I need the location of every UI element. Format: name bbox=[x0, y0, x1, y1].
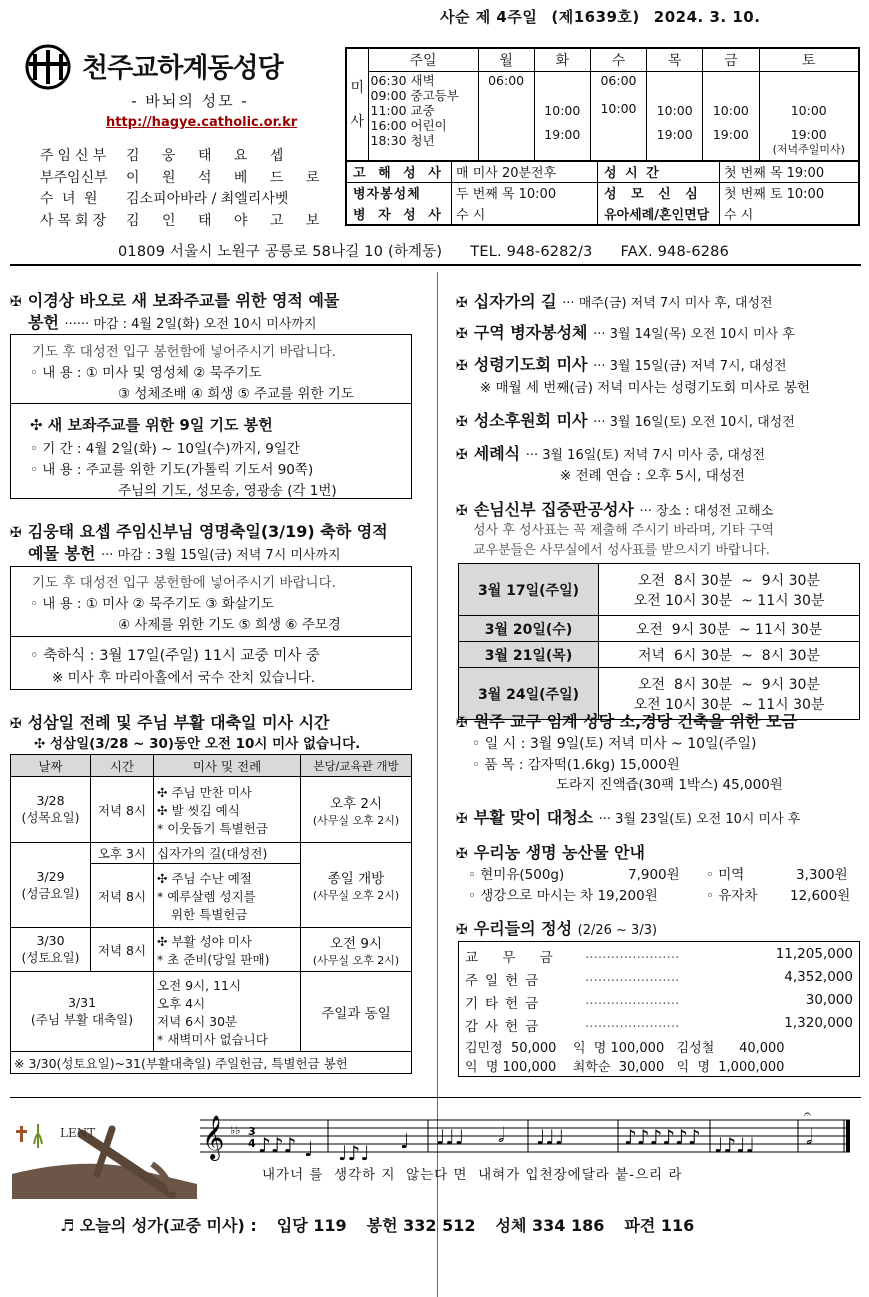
table-row bbox=[11, 777, 412, 843]
section-desc: ··· 3월 23일(토) 오전 10시 미사 후 bbox=[598, 812, 801, 827]
section-title: 이경상 바오로 새 보좌주교를 위한 영적 예물 bbox=[27, 291, 340, 310]
time: 오전 10시 30분 ~ 11시 30분 bbox=[633, 696, 825, 713]
feast-offering-title2 bbox=[28, 541, 341, 564]
table-row bbox=[11, 972, 412, 1052]
mass-schedule-table bbox=[345, 47, 860, 162]
mass-time: 06:00 bbox=[600, 73, 637, 88]
info-value: 첫 번째 토 10:00 bbox=[724, 187, 825, 203]
thu-mass-times bbox=[647, 72, 703, 162]
cross-icon: ✠ bbox=[10, 716, 22, 732]
day-header: 금 bbox=[703, 48, 759, 72]
mass-time: 11:00 교중 bbox=[370, 103, 435, 118]
church-url-link[interactable]: http://hagye.catholic.or.kr bbox=[106, 115, 298, 130]
cross-icon: ✠ bbox=[456, 503, 468, 519]
church-logo-icon bbox=[24, 44, 72, 90]
section-title: 손님신부 집중판공성사 bbox=[473, 500, 634, 519]
svg-text:♩♩♩: ♩♩♩ bbox=[436, 1125, 465, 1149]
section-title: 우리농 생명 농산물 안내 bbox=[473, 843, 646, 862]
svg-text:3: 3 bbox=[248, 1125, 256, 1138]
section-title: 성삼일 전례 및 주님 부활 대축일 미사 시간 bbox=[27, 713, 330, 732]
fri-mass-times bbox=[703, 72, 759, 162]
content-line: 교우분들은 사무실에서 성사표를 받으시기 바랍니다. bbox=[473, 543, 770, 558]
open-time: 종일 개방 bbox=[327, 871, 385, 887]
time-cell: 오전 9시 30분 ~ 11시 30분 bbox=[599, 616, 860, 642]
fundraising-section bbox=[456, 709, 797, 732]
section-title: 우리들의 정성 bbox=[473, 919, 573, 938]
time-cell: 저녁 8시 bbox=[91, 864, 154, 928]
content-line: 성사 후 성사표는 꼭 제출해 주시기 바라며, 기타 구역 bbox=[473, 523, 774, 538]
svg-text:♪♪♪♪♪♪: ♪♪♪♪♪♪ bbox=[624, 1125, 701, 1149]
date-cell: 3월 17일(주일) bbox=[459, 564, 599, 616]
svg-text:♪♪♪: ♪♪♪ bbox=[258, 1133, 297, 1157]
section-desc: ··· 장소 : 대성전 고해소 bbox=[639, 504, 774, 519]
col-header: 시간 bbox=[91, 755, 154, 777]
content-line: ※ 미사 후 마리아홀에서 국수 잔치 있습니다. bbox=[52, 670, 316, 686]
address-line bbox=[118, 240, 757, 261]
cross-icon: ✠ bbox=[10, 294, 22, 310]
date: 3/30 bbox=[36, 933, 65, 948]
deadline: ······ 마감 : 4월 2일(화) 오전 10시 미사까지 bbox=[64, 317, 317, 332]
triduum-title bbox=[10, 710, 329, 733]
staff-name: 이 원 석 베 드 로 bbox=[126, 169, 329, 186]
svg-text:♩♩♩: ♩♩♩ bbox=[536, 1125, 565, 1149]
date-cell: 3월 24일(주일) bbox=[459, 668, 599, 720]
open-time: 오후 2시 bbox=[329, 795, 382, 812]
offering-value: 1,320,000 bbox=[784, 1015, 853, 1031]
liturgy: 저녁 6시 30분 bbox=[157, 1013, 238, 1029]
today-hymns bbox=[60, 1213, 714, 1236]
open-cell: 주일과 동일 bbox=[301, 972, 412, 1052]
liturgy: * 이웃돕기 특별헌금 bbox=[157, 820, 268, 836]
table-row bbox=[11, 843, 412, 864]
phone: TEL. 948-6282/3 bbox=[470, 244, 593, 260]
mass-time: (저녁주일미사) bbox=[772, 143, 845, 156]
offering-label: 교 무 금 bbox=[465, 950, 563, 966]
mass-time: 10:00 bbox=[544, 103, 581, 118]
mass-time: 06:30 새벽 bbox=[370, 73, 435, 88]
staff-name: 김 인 태 야 고 보 bbox=[126, 212, 329, 229]
price: 12,600원 bbox=[790, 888, 851, 904]
col-header: 본당/교육관 개방 bbox=[301, 755, 412, 777]
donor-line: 익 명 100,000 최학순 30,000 익 명 1,000,000 bbox=[465, 1060, 785, 1075]
office-time: (사무실 오후 2시) bbox=[312, 813, 400, 827]
liturgy: 위한 특별헌금 bbox=[171, 906, 248, 922]
time-cell: 오후 3시 bbox=[91, 843, 154, 864]
day-header: 목 bbox=[647, 48, 703, 72]
issue-date: 2024. 3. 10. bbox=[653, 8, 761, 26]
sacrament-info bbox=[345, 162, 860, 226]
product: ◦ 유자차 bbox=[706, 888, 758, 904]
liturgy: ✣ 주님 수난 예절 bbox=[157, 870, 252, 886]
info-label: 병 자 성 사 bbox=[347, 203, 452, 224]
bishop-offering-title2 bbox=[28, 310, 317, 333]
novena-title: ✣ 새 보좌주교를 위한 9일 기도 봉헌 bbox=[30, 416, 273, 434]
section-title: 예물 봉헌 bbox=[28, 544, 96, 563]
top-divider bbox=[10, 264, 861, 266]
deadline: ··· 마감 : 3월 15일(금) 저녁 7시 미사까지 bbox=[100, 548, 341, 563]
info-label: 성 모 신 심 bbox=[598, 183, 720, 204]
col-header: 날짜 bbox=[11, 755, 91, 777]
liturgy: * 새벽미사 없습니다 bbox=[157, 1031, 268, 1047]
cross-icon: ✠ bbox=[456, 811, 468, 827]
day-header: 수 bbox=[590, 48, 646, 72]
cross-icon: ✠ bbox=[456, 922, 468, 938]
fax: FAX. 948-6286 bbox=[620, 244, 730, 260]
offering-section bbox=[456, 916, 657, 939]
lent-cross-icon bbox=[12, 1104, 197, 1199]
liturgy: 오후 4시 bbox=[157, 995, 206, 1011]
content-line: ③ 성체조배 ④ 희생 ⑤ 주교를 위한 기도 bbox=[118, 386, 354, 402]
hymn-offertory: 봉헌 332 512 bbox=[366, 1216, 476, 1235]
svg-text:𝄞: 𝄞 bbox=[202, 1115, 225, 1159]
table-row bbox=[11, 1052, 412, 1074]
tue-mass-times bbox=[534, 72, 590, 162]
time-cell bbox=[599, 564, 860, 616]
liturgy-cell bbox=[154, 864, 301, 928]
vocation-mass-section bbox=[456, 408, 795, 431]
time: 오전 10시 30분 ~ 11시 30분 bbox=[633, 592, 825, 609]
content-line: ◦ 축하식 : 3월 17일(주일) 11시 교중 미사 중 bbox=[30, 648, 320, 664]
hymn-recessional: 파견 116 bbox=[624, 1216, 695, 1235]
cross-icon: ✠ bbox=[10, 525, 22, 541]
section-title: 구역 병자봉성체 bbox=[473, 323, 588, 342]
section-note: ※ 매월 세 번째(금) 저녁 미사는 성령기도회 미사로 봉헌 bbox=[480, 380, 811, 396]
office-time: (사무실 오후 2시) bbox=[312, 953, 400, 967]
date-cell: 3월 20일(수) bbox=[459, 616, 599, 642]
offering-value: 11,205,000 bbox=[775, 946, 853, 962]
product: ◦ 현미유(500g) bbox=[468, 867, 565, 883]
product: ◦ 생강으로 마시는 차 19,200원 bbox=[468, 888, 658, 904]
bishop-offering-title bbox=[10, 288, 339, 311]
table-row bbox=[459, 616, 860, 642]
mass-time: 16:00 어린이 bbox=[370, 118, 447, 133]
price: 7,900원 bbox=[628, 867, 680, 883]
col-header: 미사 및 전례 bbox=[154, 755, 301, 777]
donor-line: 김민정 50,000 익 명 100,000 김성철 40,000 bbox=[465, 1041, 785, 1056]
church-name: 천주교하계동성당 bbox=[82, 53, 283, 84]
svg-text:♩♪♩: ♩♪♩ bbox=[338, 1141, 370, 1165]
date: 3/31 bbox=[67, 995, 97, 1010]
content-line: ◦ 내 용 : ① 미사 및 영성체 ② 묵주기도 bbox=[30, 365, 262, 381]
feast-offering-title bbox=[10, 519, 388, 542]
cross-icon: ✠ bbox=[456, 358, 468, 374]
section-title: 원주 교구 임계 성당 소,경당 건축을 위한 모금 bbox=[473, 712, 798, 731]
day-header: 주일 bbox=[368, 48, 478, 72]
offering-row: 주일헌금 ······················ 4,352,000 bbox=[465, 969, 853, 989]
issue-number: (제1639호) bbox=[551, 8, 640, 26]
section-note: ※ 전례 연습 : 오후 5시, 대성전 bbox=[560, 468, 745, 484]
svg-text:♩♪♩♩: ♩♪♩♩ bbox=[714, 1133, 756, 1157]
triduum-table bbox=[10, 754, 412, 1074]
day: (성금요일) bbox=[21, 885, 80, 901]
day: (주님 부활 대축일) bbox=[30, 1012, 134, 1027]
baptism-section bbox=[456, 441, 765, 464]
section-desc: ··· 3월 15일(금) 저녁 7시, 대성전 bbox=[593, 359, 787, 374]
info-value: 첫 번째 목 19:00 bbox=[724, 166, 825, 182]
offering-label: 감사헌금 bbox=[465, 1019, 546, 1035]
svg-text:𝄐: 𝄐 bbox=[804, 1108, 811, 1121]
staff-role: 부주임신부 bbox=[40, 169, 108, 186]
liturgy: ✣ 부활 성야 미사 bbox=[157, 933, 252, 949]
mass-time: 10:00 bbox=[790, 103, 827, 118]
day-header: 월 bbox=[478, 48, 534, 72]
open-cell bbox=[301, 928, 412, 972]
issue-sunday: 사순 제 4주일 bbox=[440, 8, 538, 26]
spirit-mass-section bbox=[456, 352, 787, 375]
mass-time: 18:30 청년 bbox=[370, 133, 435, 148]
content-line: ◦ 일 시 : 3월 9일(토) 저녁 미사 ~ 10일(주일) bbox=[472, 736, 757, 752]
liturgy: ✣ 주님 만찬 미사 bbox=[157, 784, 252, 800]
section-title: 세례식 bbox=[473, 444, 521, 463]
liturgy-cell bbox=[154, 777, 301, 843]
hymn-communion: 성체 334 186 bbox=[495, 1216, 605, 1235]
cross-icon: ✠ bbox=[456, 295, 468, 311]
product: ◦ 미역 bbox=[706, 867, 745, 883]
time-cell: 저녁 8시 bbox=[91, 928, 154, 972]
stations-section bbox=[456, 289, 773, 312]
cross-icon: ✠ bbox=[456, 414, 468, 430]
content-line: ◦ 내 용 : 주교를 위한 기도(가톨릭 기도서 90쪽) bbox=[30, 462, 314, 478]
mass-label: 미 사 bbox=[346, 48, 368, 161]
section-period: (2/26 ~ 3/3) bbox=[577, 923, 658, 938]
svg-text:𝅗𝅥: 𝅗𝅥 bbox=[498, 1123, 505, 1147]
sat-mass-times bbox=[759, 72, 859, 162]
date-cell bbox=[11, 972, 154, 1052]
time: 오전 8시 30분 ~ 9시 30분 bbox=[638, 572, 820, 589]
content-line: ◦ 품 목 : 감자떡(1.6kg) 15,000원 bbox=[472, 757, 680, 773]
section-title: 봉헌 bbox=[28, 313, 59, 332]
offering-value: 4,352,000 bbox=[784, 969, 853, 985]
date-cell bbox=[11, 928, 91, 972]
offering-label: 주일헌금 bbox=[465, 973, 546, 989]
date-cell: 3월 21일(목) bbox=[459, 642, 599, 668]
staff-name: 김소피아바라 / 최엘리사벳 bbox=[126, 191, 289, 207]
offering-row: 감사헌금 ······················ 1,320,000 bbox=[465, 1015, 853, 1035]
mass-time: 19:00 bbox=[790, 127, 827, 142]
liturgy-cell bbox=[154, 928, 301, 972]
info-value: 매 미사 20분전후 bbox=[452, 162, 598, 182]
music-divider bbox=[10, 1097, 861, 1098]
mass-time: 19:00 bbox=[712, 127, 749, 142]
mass-time: 19:00 bbox=[656, 127, 693, 142]
day-header: 화 bbox=[534, 48, 590, 72]
content-line: ◦ 내 용 : ① 미사 ② 묵주기도 ③ 화살기도 bbox=[30, 596, 274, 612]
offering-label: 기타헌금 bbox=[465, 996, 546, 1012]
section-title: 성소후원회 미사 bbox=[473, 411, 588, 430]
communion-section bbox=[456, 320, 795, 343]
church-subtitle: - 바뇌의 성모 - bbox=[131, 92, 249, 110]
box-divider bbox=[10, 403, 412, 404]
confession-section bbox=[456, 497, 773, 520]
mass-time: 19:00 bbox=[544, 127, 581, 142]
wed-mass-times bbox=[590, 72, 646, 162]
liturgy-cell: 십자가의 길(대성전) bbox=[154, 843, 301, 864]
info-value: 수 시 bbox=[452, 203, 598, 224]
content-line: ◦ 기 간 : 4월 2일(화) ~ 10일(수)까지, 9일간 bbox=[30, 441, 300, 457]
svg-text:4: 4 bbox=[248, 1137, 256, 1150]
staff-role: 주임신부 bbox=[40, 148, 111, 164]
section-title: 성령기도회 미사 bbox=[473, 355, 588, 374]
lent-label: LENT bbox=[60, 1126, 96, 1140]
address: 01809 서울시 노원구 공릉로 58나길 10 (하계동) bbox=[118, 244, 443, 260]
offering-value: 30,000 bbox=[805, 992, 853, 1008]
mass-time: 10:00 bbox=[712, 103, 749, 118]
info-label: 병자봉성체 bbox=[347, 183, 452, 204]
section-title: 십자가의 길 bbox=[473, 292, 557, 311]
issue-info bbox=[440, 6, 774, 27]
open-cell bbox=[301, 843, 412, 928]
liturgy: * 초 준비(당일 판매) bbox=[157, 951, 270, 967]
open-time: 오전 9시 bbox=[329, 935, 382, 952]
staff-role: 사목회장 bbox=[40, 212, 111, 229]
cross-icon: ✠ bbox=[456, 846, 468, 862]
mass-time: 09:00 중고등부 bbox=[370, 88, 459, 103]
sunday-mass-times bbox=[368, 72, 478, 162]
svg-text:𝅗𝅥: 𝅗𝅥 bbox=[806, 1125, 813, 1149]
hymn-lyrics: 내가너 를 생각하 지 않는다 면 내혀가 입천장에달라 붙-으리 라 bbox=[262, 1167, 683, 1183]
offering-box bbox=[458, 941, 860, 1077]
svg-text:♭♭: ♭♭ bbox=[230, 1124, 241, 1137]
cross-icon: ✠ bbox=[456, 447, 468, 463]
section-desc: ··· 매주(금) 저녁 7시 미사 후, 대성전 bbox=[562, 296, 773, 311]
open-cell bbox=[301, 777, 412, 843]
day: (성토요일) bbox=[21, 950, 80, 965]
office-time: (사무실 오후 2시) bbox=[312, 889, 400, 902]
date: 3/29 bbox=[36, 868, 65, 884]
confession-schedule-table bbox=[458, 563, 860, 720]
liturgy: 오전 9시, 11시 bbox=[157, 977, 242, 993]
mon-mass-times bbox=[478, 72, 534, 162]
liturgy: * 예루살렘 성지를 bbox=[157, 888, 256, 904]
section-title: 김웅태 요셉 주임신부님 영명축일(3/19) 축하 영적 bbox=[27, 522, 388, 541]
price: 3,300원 bbox=[796, 867, 848, 883]
cross-icon: ✠ bbox=[456, 326, 468, 342]
offering-row: 교 무 금 ······················ 11,205,000 bbox=[465, 946, 853, 966]
info-value: 두 번째 목 10:00 bbox=[452, 183, 598, 204]
table-row bbox=[459, 642, 860, 668]
hymn-entrance: 입당 119 bbox=[276, 1216, 347, 1235]
section-title: 부활 맞이 대청소 bbox=[473, 808, 594, 827]
mass-time: 10:00 bbox=[600, 101, 637, 116]
instruction: 기도 후 대성전 입구 봉헌함에 넣어주시기 바랍니다. bbox=[32, 575, 336, 591]
date: 3/28 bbox=[36, 793, 65, 808]
date-cell bbox=[11, 843, 91, 928]
section-desc: ··· 3월 16일(토) 오전 10시, 대성전 bbox=[593, 415, 795, 430]
produce-section bbox=[456, 840, 645, 863]
day-header: 토 bbox=[759, 48, 859, 72]
mass-time: 06:00 bbox=[488, 73, 525, 88]
cleaning-section bbox=[456, 805, 800, 828]
info-value: 수 시 bbox=[724, 207, 754, 223]
content-line: 도라지 진액즙(30팩 1박스) 45,000원 bbox=[556, 777, 783, 793]
info-label: 고 해 성 사 bbox=[347, 162, 452, 182]
svg-text:♩: ♩ bbox=[304, 1137, 314, 1161]
content-line: 주님의 기도, 성모송, 영광송 (각 1번) bbox=[118, 483, 337, 499]
cross-icon: ✠ bbox=[456, 715, 468, 731]
box-divider bbox=[10, 636, 412, 637]
liturgy: ✣ 발 씻김 예식 bbox=[157, 802, 240, 818]
staff-list bbox=[40, 146, 328, 232]
day: (성목요일) bbox=[21, 810, 80, 825]
offering-row: 기타헌금 ······················ 30,000 bbox=[465, 992, 853, 1012]
svg-text:♩: ♩ bbox=[400, 1129, 410, 1153]
music-note-icon: ♬ 오늘의 성가(교중 미사) : bbox=[60, 1216, 257, 1235]
staff-role: 수 녀 원 bbox=[40, 191, 100, 207]
info-label: 성 시 간 bbox=[598, 162, 720, 182]
date-cell bbox=[11, 777, 91, 843]
staff-name: 김 웅 태 요 셉 bbox=[126, 148, 293, 164]
time-cell: 저녁 8시 bbox=[91, 777, 154, 843]
time: 오전 8시 30분 ~ 9시 30분 bbox=[638, 676, 820, 693]
section-desc: ··· 3월 16일(토) 저녁 7시 미사 중, 대성전 bbox=[525, 448, 766, 463]
mass-time: 10:00 bbox=[656, 103, 693, 118]
triduum-note: ✣ 성삼일(3/28 ~ 30)동안 오전 10시 미사 없습니다. bbox=[34, 736, 361, 752]
table-row bbox=[11, 928, 412, 972]
note-cell: ※ 3/30(성토요일)~31(부활대축일) 주일헌금, 특별헌금 봉헌 bbox=[11, 1052, 412, 1074]
time-cell: 저녁 6시 30분 ~ 8시 30분 bbox=[599, 642, 860, 668]
instruction: 기도 후 대성전 입구 봉헌함에 넣어주시기 바랍니다. bbox=[32, 344, 336, 360]
music-staff bbox=[200, 1108, 855, 1166]
liturgy-cell bbox=[154, 972, 301, 1052]
content-line: ④ 사제를 위한 기도 ⑤ 희생 ⑥ 주모경 bbox=[118, 617, 341, 633]
info-label: 유아세례/혼인면담 bbox=[598, 203, 720, 224]
table-row bbox=[459, 564, 860, 616]
section-desc: ··· 3월 14일(목) 오전 10시 미사 후 bbox=[593, 327, 795, 342]
